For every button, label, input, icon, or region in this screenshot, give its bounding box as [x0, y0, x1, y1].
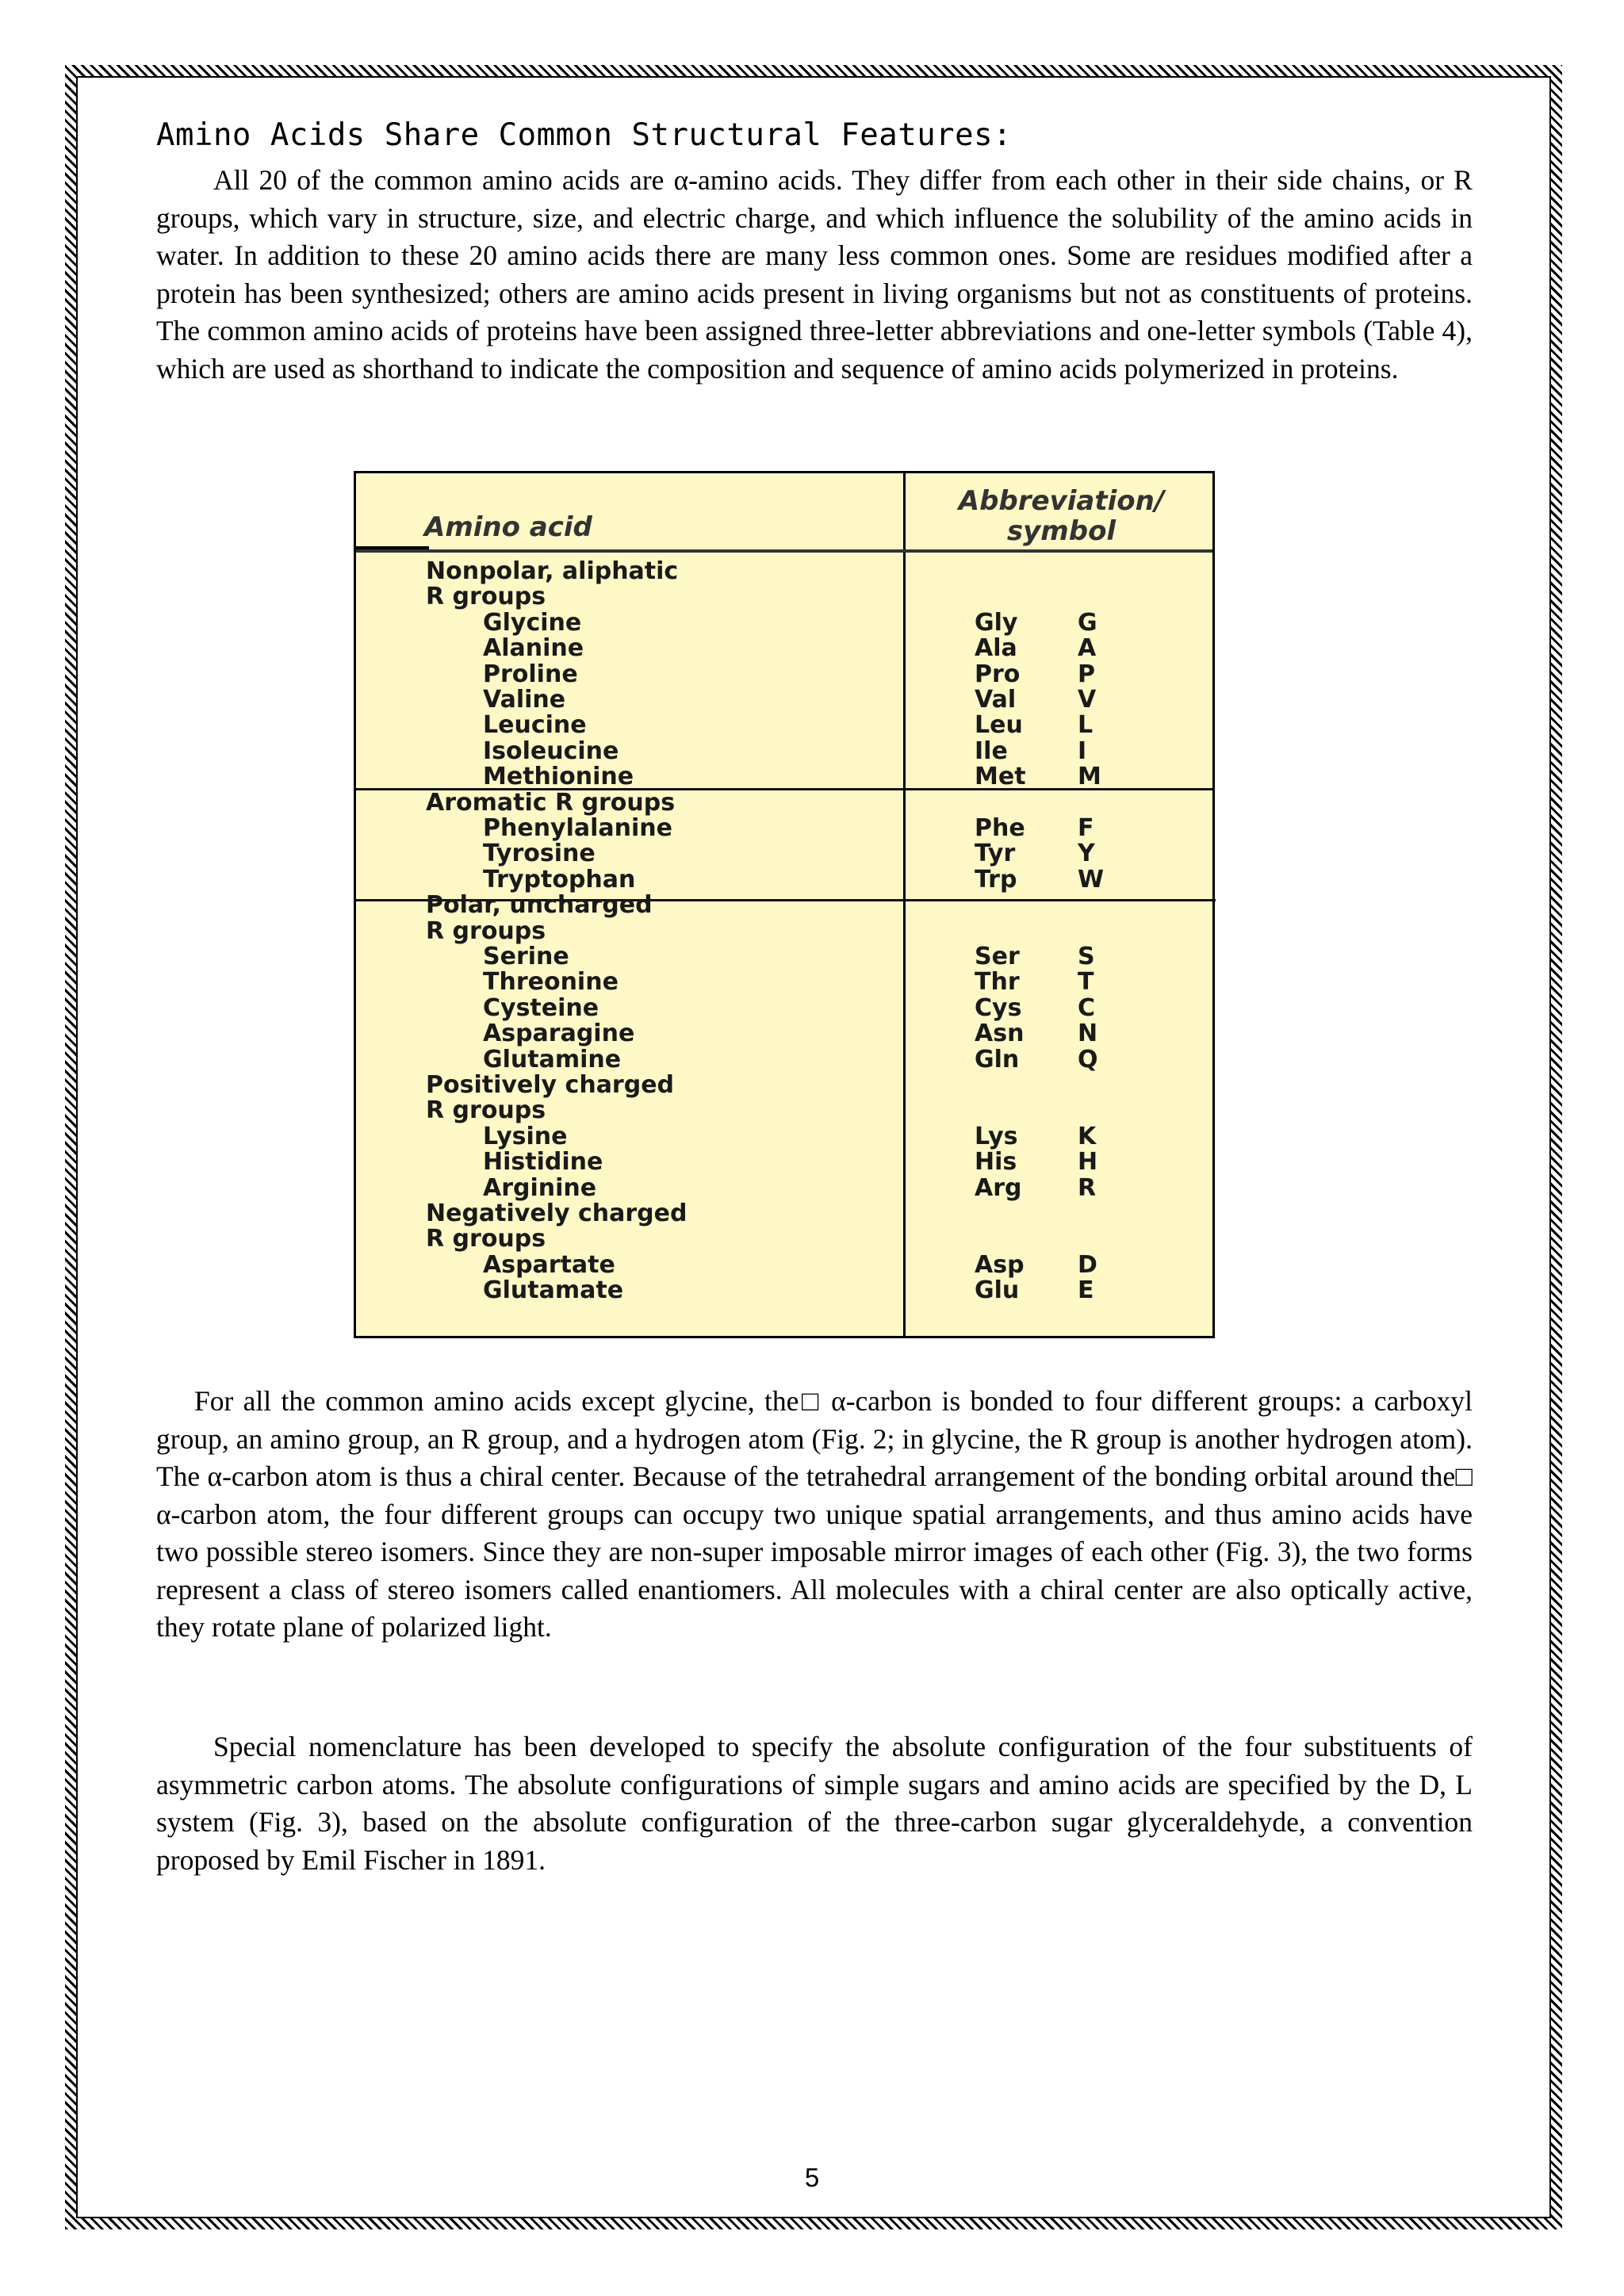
table-abbreviation: Ser [975, 943, 1020, 970]
table-row [356, 790, 1212, 816]
table-abbreviation: Pro [975, 660, 1021, 688]
table-symbol: L [1078, 711, 1094, 740]
table-amino-acid-name: Phenylalanine [483, 814, 673, 842]
table-symbol: S [1078, 943, 1095, 970]
table-amino-acid-name: Arginine [483, 1173, 597, 1202]
table-abbreviation: Cys [975, 993, 1022, 1022]
table-abbreviation: Phe [975, 814, 1025, 842]
table-row [356, 944, 1212, 970]
amino-acid-table [354, 471, 1215, 1338]
table-abbreviation: Lys [975, 1122, 1018, 1150]
table-group-label: R groups [426, 1225, 546, 1253]
table-amino-acid-name: Leucine [483, 711, 587, 740]
table-row [356, 1226, 1212, 1252]
table-amino-acid-name: Glutamate [483, 1276, 624, 1305]
table-row [356, 713, 1212, 738]
table-row [356, 867, 1212, 893]
table-row [356, 764, 1212, 790]
table-symbol: E [1078, 1276, 1094, 1305]
table-symbol: G [1078, 608, 1097, 637]
table-abbreviation: Thr [975, 968, 1020, 997]
table-abbreviation: Met [975, 763, 1026, 791]
table-row [356, 1278, 1212, 1303]
table-group-label: R groups [426, 1096, 546, 1125]
table-row [356, 1073, 1212, 1098]
table-row [356, 610, 1212, 636]
table-row [356, 1173, 1212, 1202]
table-symbol: A [1078, 634, 1097, 663]
table-row [356, 970, 1212, 995]
table-row [356, 841, 1212, 867]
table-abbreviation: Arg [975, 1173, 1022, 1202]
table-symbol: V [1078, 686, 1097, 714]
table-header-abbreviation-line1: Abbreviation/ [958, 485, 1165, 517]
paragraph-chirality: For all the common amino acids except glycine, the□ α-carbon is bonded to four different groups: a carboxyl group, an amino group, an R group, and a hydrogen atom (Fig. 2; in glycine, the R group is another hydrogen atom). The α-carbon atom is thus a chiral center. Because of the tetrahedral arrangement of the bonding orbital around the□ α-carbon atom, the four different groups can occupy two unique spatial arrangements, and thus amino acids have two possible stereo isomers. Since they are non-super imposable mirror images of each other (Fig. 3), the two forms represent a class of stereo isomers called enantiomers. All molecules with a chiral center are also optically active, they rotate plane of polarized light. [156, 1385, 1473, 1643]
paragraph-intro: All 20 of the common amino acids are α-amino acids. They differ from each other in their side chains, or R groups, which vary in structure, size, and electric charge, and which influence the solubility of the amino acids in water. In addition to these 20 amino acids there are many less common ones. Some are residues modified after a protein has been synthesized; others are amino acids present in living organisms but not as constituents of proteins. The common amino acids of proteins have been assigned three-letter abbreviations and one-letter symbols (Table 4), which are used as shorthand to indicate the composition and sequence of amino acids polymerized in proteins. [156, 164, 1473, 385]
table-amino-acid-name: Aspartate [483, 1250, 615, 1279]
table-abbreviation: Val [975, 686, 1017, 714]
table-row [356, 662, 1212, 687]
table-row [356, 893, 1212, 918]
table-symbol: P [1078, 660, 1095, 688]
table-row [356, 559, 1212, 584]
table-abbreviation: Asn [975, 1020, 1025, 1048]
table-abbreviation: Glu [975, 1276, 1020, 1305]
table-abbreviation: Gln [975, 1045, 1020, 1073]
table-amino-acid-name: Serine [483, 943, 569, 970]
table-row [356, 1201, 1212, 1226]
table-symbol: D [1078, 1250, 1097, 1279]
paragraph-nomenclature: Special nomenclature has been developed to specify the absolute configuration of the four substituents of asymmetric carbon atoms. The absolute configurations of simple sugars and amino acids are specified by the D, L system (Fig. 3), based on the absolute configuration of the three-carbon sugar glyceraldehyde, a convention proposed by Emil Fischer in 1891. [156, 1731, 1473, 1876]
table-amino-acid-name: Histidine [483, 1148, 603, 1177]
table-symbol: T [1078, 968, 1094, 997]
table-abbreviation: His [975, 1148, 1017, 1177]
table-amino-acid-name: Asparagine [483, 1020, 635, 1048]
table-symbol: W [1078, 865, 1105, 894]
table-amino-acid-name: Lysine [483, 1122, 568, 1150]
table-row [356, 916, 1212, 945]
table-group-label: R groups [426, 583, 546, 611]
table-group-label: Aromatic R groups [426, 788, 676, 817]
table-amino-acid-name: Alanine [483, 634, 584, 663]
table-header-amino-acid: Amino acid [424, 511, 592, 543]
table-amino-acid-name: Threonine [483, 968, 619, 997]
table-symbol: K [1078, 1122, 1097, 1150]
table-amino-acid-name: Proline [483, 660, 578, 688]
table-row [356, 739, 1212, 764]
table-row [356, 1150, 1212, 1175]
table-abbreviation: Leu [975, 711, 1023, 740]
table-group-label: Polar, uncharged [426, 891, 653, 920]
table-row [356, 816, 1212, 841]
table-row [356, 1098, 1212, 1123]
table-symbol: R [1078, 1173, 1097, 1202]
table-amino-acid-name: Glutamine [483, 1045, 622, 1073]
table-abbreviation: Trp [975, 865, 1017, 894]
table-amino-acid-name: Tryptophan [483, 865, 636, 894]
table-symbol: Q [1078, 1045, 1098, 1073]
table-symbol: I [1078, 737, 1087, 765]
page-number: 5 [804, 2163, 820, 2192]
table-amino-acid-name: Methionine [483, 763, 634, 791]
table-row [356, 584, 1212, 610]
table-symbol: M [1078, 763, 1101, 791]
table-row [356, 687, 1212, 713]
table-symbol: F [1078, 814, 1094, 842]
table-group-label: Positively charged [426, 1071, 675, 1099]
table-abbreviation: Gly [975, 608, 1018, 637]
table-amino-acid-name: Cysteine [483, 993, 599, 1022]
table-row [356, 993, 1212, 1022]
table-symbol: Y [1078, 840, 1095, 868]
table-symbol: H [1078, 1148, 1098, 1177]
table-header-abbreviation-line2: symbol [1006, 515, 1116, 547]
table-group-label: Nonpolar, aliphatic [426, 557, 679, 585]
table-header-abbreviation [906, 486, 1217, 546]
table-symbol: N [1078, 1020, 1098, 1048]
table-row [356, 1250, 1212, 1279]
table-group-label: R groups [426, 916, 546, 945]
table-abbreviation: Asp [975, 1250, 1025, 1279]
table-header-rule [356, 549, 1212, 553]
table-abbreviation: Tyr [975, 840, 1016, 868]
table-abbreviation: Ala [975, 634, 1017, 663]
table-row [356, 1124, 1212, 1150]
section-heading: Amino Acids Share Common Structural Features: [156, 117, 1013, 153]
table-symbol: C [1078, 993, 1096, 1022]
table-row [356, 636, 1212, 661]
table-row [356, 1047, 1212, 1073]
table-header-rule-accent [356, 546, 429, 549]
table-amino-acid-name: Glycine [483, 608, 582, 637]
table-row [356, 1021, 1212, 1047]
table-abbreviation: Ile [975, 737, 1008, 765]
table-amino-acid-name: Isoleucine [483, 737, 619, 765]
table-group-label: Negatively charged [426, 1200, 688, 1227]
table-amino-acid-name: Valine [483, 686, 566, 714]
table-amino-acid-name: Tyrosine [483, 840, 596, 868]
